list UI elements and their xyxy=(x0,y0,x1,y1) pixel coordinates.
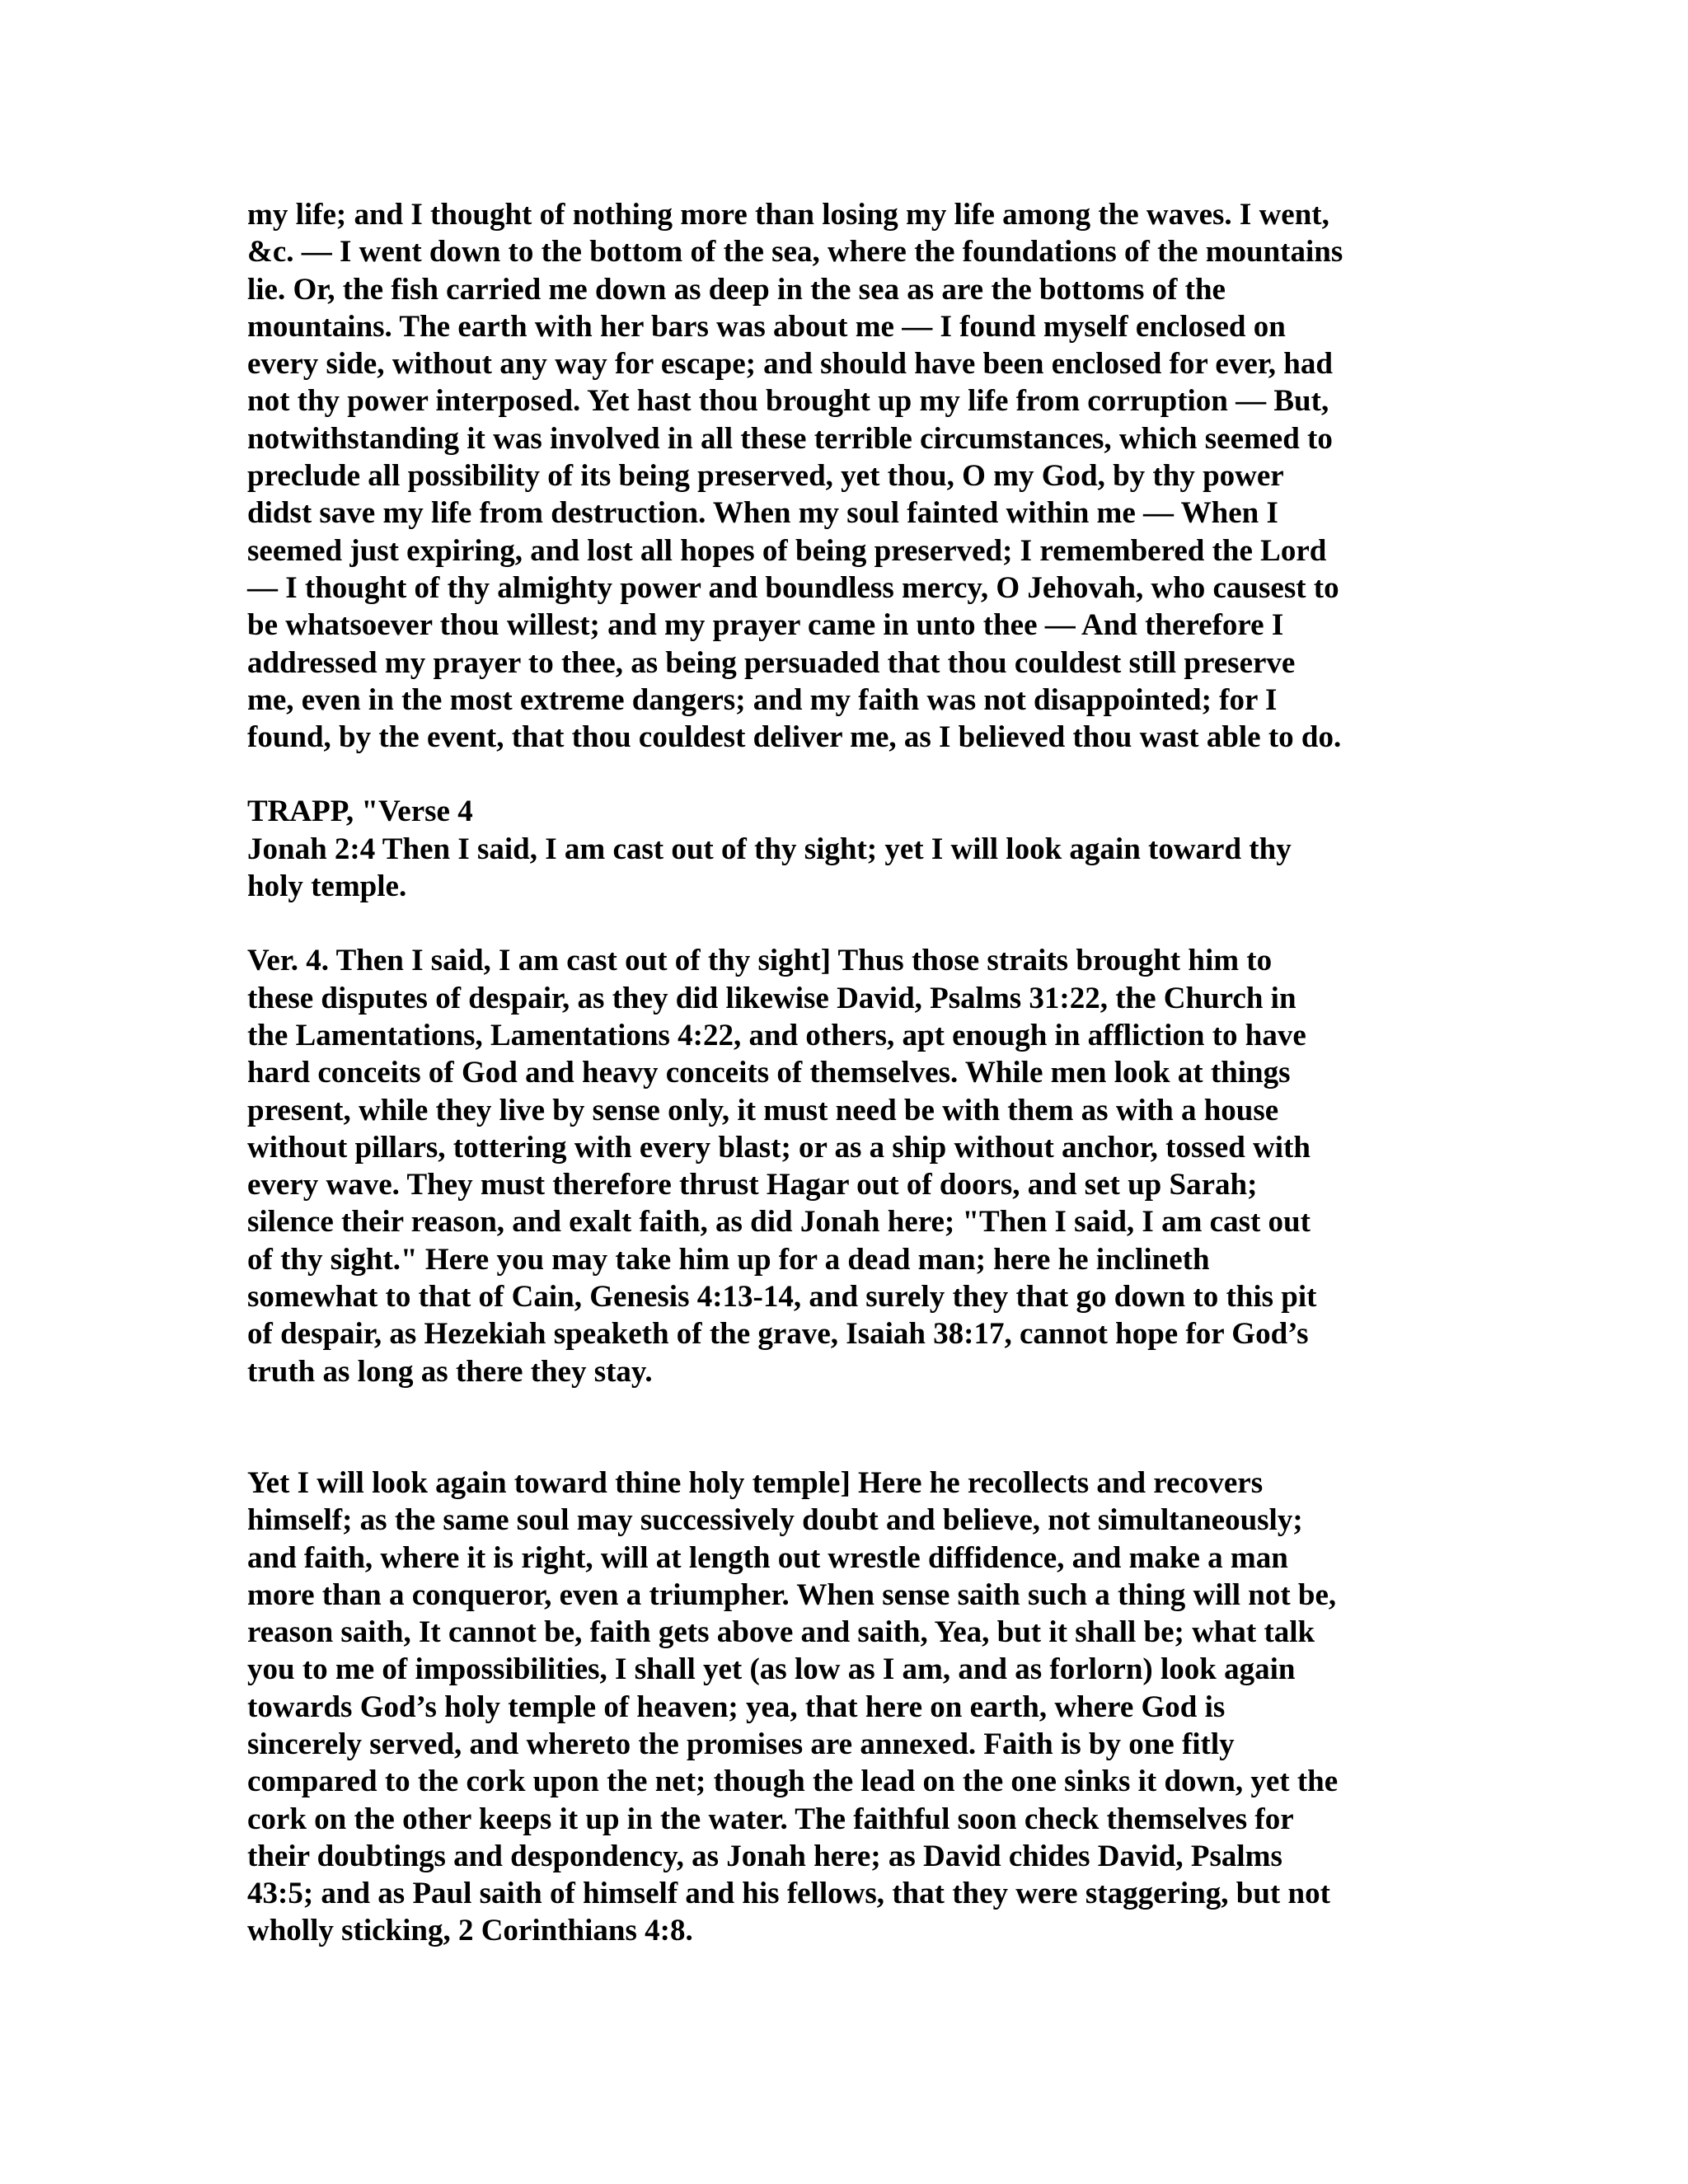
text-line: not thy power interposed. Yet hast thou brought up my life from corruption — But, xyxy=(247,384,1329,419)
text-line: — I thought of thy almighty power and boundless mercy, O Jehovah, who causest to xyxy=(247,570,1339,605)
text-line: silence their reason, and exalt faith, as did Jonah here; "Then I said, I am cast out xyxy=(247,1205,1311,1240)
text-line: more than a conqueror, even a triumpher. When sense saith such a thing will not be, xyxy=(247,1577,1337,1612)
paragraph-spacer xyxy=(247,905,1442,942)
text-line: cork on the other keeps it up in the water. The faithful soon check themselves for xyxy=(247,1802,1294,1836)
text-line: hard conceits of God and heavy conceits of themselves. While men look at things xyxy=(247,1056,1291,1090)
text-line: of thy sight." Here you may take him up for a dead man; here he inclineth xyxy=(247,1242,1210,1277)
text-line: wholly sticking, 2 Corinthians 4:8. xyxy=(247,1914,693,1948)
text-line: these disputes of despair, as they did likewise David, Psalms 31:22, the Church in xyxy=(247,981,1296,1015)
text-line: the Lamentations, Lamentations 4:22, and others, apt enough in affliction to have xyxy=(247,1018,1306,1052)
text-line: didst save my life from destruction. When my soul fainted within me — When I xyxy=(247,496,1278,531)
text-line: sincerely served, and whereto the promises are annexed. Faith is by one fitly xyxy=(247,1727,1235,1761)
text-line: &c. — I went down to the bottom of the sea, where the foundations of the mountains xyxy=(247,235,1343,269)
text-line: me, even in the most extreme dangers; and my faith was not disappointed; for I xyxy=(247,682,1278,717)
document-page xyxy=(247,196,1442,1950)
trapp-paragraph-2 xyxy=(247,1465,1442,1950)
text-line: 43:5; and as Paul saith of himself and his fellows, that they were staggering, but not xyxy=(247,1877,1330,1911)
paragraph-spacer xyxy=(247,756,1442,793)
text-line: and faith, where it is right, will at length out wrestle diffidence, and make a man xyxy=(247,1540,1288,1575)
text-line: Yet I will look again toward thine holy temple] Here he recollects and recovers xyxy=(247,1465,1264,1500)
trapp-heading xyxy=(247,793,1442,905)
verse-text-line: Jonah 2:4 Then I said, I am cast out of thy sight; yet I will look again toward thy xyxy=(247,832,1292,866)
text-line: be whatsoever thou willest; and my prayer came in unto thee — And therefore I xyxy=(247,608,1284,643)
text-line: lie. Or, the fish carried me down as deep in the sea as are the bottoms of the xyxy=(247,272,1226,307)
text-line: towards God’s holy temple of heaven; yea, that here on earth, where God is xyxy=(247,1690,1226,1724)
text-line: their doubtings and despondency, as Jonah here; as David chides David, Psalms xyxy=(247,1839,1282,1873)
trapp-paragraph-1 xyxy=(247,942,1442,1390)
verse-text-line: holy temple. xyxy=(247,869,407,904)
text-line: mountains. The earth with her bars was about me — I found myself enclosed on xyxy=(247,309,1286,344)
text-line: addressed my prayer to thee, as being persuaded that thou couldest still preserve xyxy=(247,645,1296,680)
text-line: every wave. They must therefore thrust Hagar out of doors, and set up Sarah; xyxy=(247,1168,1258,1202)
section-heading: TRAPP, "Verse 4 xyxy=(247,794,473,829)
text-line: himself; as the same soul may successively doubt and believe, not simultaneously; xyxy=(247,1503,1303,1538)
text-line: preclude all possibility of its being preserved, yet thou, O my God, by thy power xyxy=(247,459,1284,494)
text-line: seemed just expiring, and lost all hopes of being preserved; I remembered the Lord xyxy=(247,533,1327,568)
text-line: somewhat to that of Cain, Genesis 4:13-14, and surely they that go down to this pit xyxy=(247,1280,1317,1315)
text-line: without pillars, tottering with every blast; or as a ship without anchor, tossed with xyxy=(247,1130,1311,1165)
text-line: found, by the event, that thou couldest deliver me, as I believed thou wast able to do. xyxy=(247,720,1342,755)
text-line: of despair, as Hezekiah speaketh of the grave, Isaiah 38:17, cannot hope for God’s xyxy=(247,1317,1309,1352)
text-line: notwithstanding it was involved in all these terrible circumstances, which seemed to xyxy=(247,421,1333,456)
commentary-paragraph xyxy=(247,196,1442,756)
text-line: you to me of impossibilities, I shall yet (as low as I am, and as forlorn) look again xyxy=(247,1652,1296,1687)
text-line: truth as long as there they stay. xyxy=(247,1354,653,1389)
text-line: compared to the cork upon the net; though the lead on the one sinks it down, yet the xyxy=(247,1765,1339,1799)
paragraph-spacer xyxy=(247,1390,1442,1465)
text-line: Ver. 4. Then I said, I am cast out of thy sight] Thus those straits brought him to xyxy=(247,944,1273,978)
text-line: every side, without any way for escape; and should have been enclosed for ever, had xyxy=(247,347,1333,382)
text-line: reason saith, It cannot be, faith gets above and saith, Yea, but it shall be; what talk xyxy=(247,1615,1315,1650)
text-line: present, while they live by sense only, it must need be with them as with a house xyxy=(247,1093,1279,1127)
text-line: my life; and I thought of nothing more than losing my life among the waves. I went, xyxy=(247,198,1329,232)
